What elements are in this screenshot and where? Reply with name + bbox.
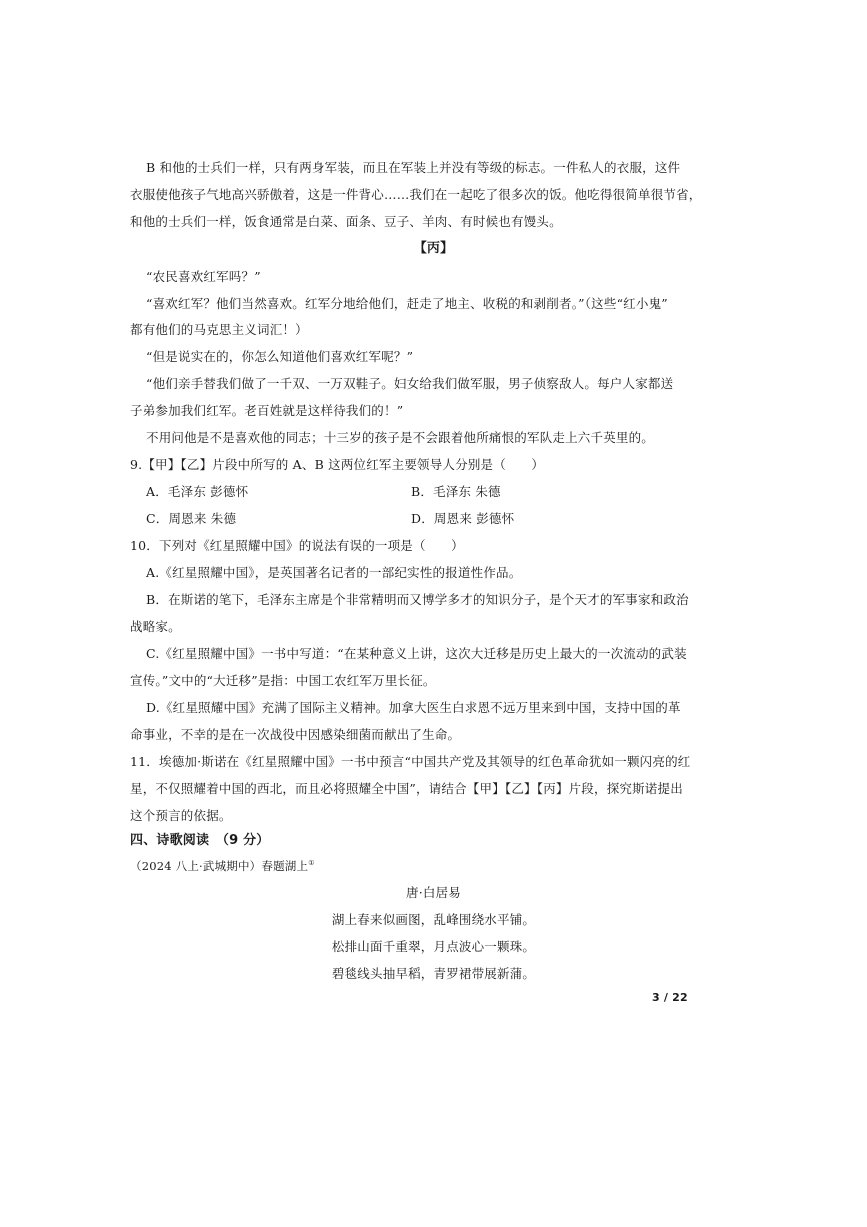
poem-source — [130, 857, 315, 875]
passage-bing-line-7: 不用问他是不是喜欢他的同志；十三岁的孩子是不会跟着他所痛恨的军队走上六千英里的。 — [146, 430, 655, 445]
question-9-option-c: C．周恩来 朱德 — [146, 511, 237, 526]
poem-line-1: 湖上春来似画图，乱峰围绕水平铺。 — [331, 912, 536, 927]
question-10-option-a: A.《红星照耀中国》，是英国著名记者的一部纪实性的报道性作品。 — [146, 565, 522, 580]
passage-bing-line-5: “他们亲手替我们做了一千双、一万双鞋子。妇女给我们做军服，男子侦察敌人。每户人家都送 — [146, 376, 674, 391]
passage-bing-title: 【丙】 — [413, 241, 454, 256]
passage-bing-line-4: “但是说实在的，你怎么知道他们喜欢红军呢？” — [146, 349, 414, 364]
question-10-option-c-line-1: C.《红星照耀中国》一书中写道：“在某种意义上讲，这次大迁移是历史上最大的一次流动的武装 — [146, 646, 687, 661]
question-9-stem: 9.【甲】【乙】片段中所写的 A、B 这两位红军主要领导人分别是（ ） — [130, 457, 545, 472]
poem-author: 唐·白居易 — [406, 885, 461, 900]
passage-bing-line-1: “农民喜欢红军吗？” — [146, 269, 261, 284]
question-10-option-c-line-2: 宣传。”文中的“大迁移”是指：中国工农红军万里长征。 — [130, 673, 436, 688]
footnote-marker: ① — [308, 859, 315, 868]
question-11-line-2: 星，不仅照耀着中国的西北，而且必将照耀全中国”，请结合【甲】【乙】【丙】片段，探究斯诺提出 — [130, 781, 683, 796]
poem-line-2: 松排山面千重翠，月点波心一颗珠。 — [331, 939, 536, 954]
passage-yi-line-1: B 和他的士兵们一样，只有两身军装，而且在军装上并没有等级的标志。一件私人的衣服，这件 — [146, 160, 681, 175]
passage-yi-line-2: 衣服使他孩子气地高兴骄傲着，这是一件背心……我们在一起吃了很多次的饭。他吃得很简单很节省， — [130, 187, 702, 202]
page-number: 3 / 22 — [652, 991, 688, 1004]
passage-bing-line-3: 都有他们的马克思主义词汇！） — [130, 322, 308, 337]
section-4-heading: 四、诗歌阅读 （9 分） — [130, 833, 270, 848]
question-11-line-3: 这个预言的依据。 — [130, 808, 232, 823]
question-9-option-a: A．毛泽东 彭德怀 — [146, 484, 249, 499]
question-9-option-d: D．周恩来 彭德怀 — [411, 511, 515, 526]
poem-source-text: （2024 八上·武城期中）春题湖上 — [130, 859, 309, 873]
passage-bing-line-6: 子弟参加我们红军。老百姓就是这样待我们的！” — [130, 403, 404, 418]
question-10-option-d-line-1: D.《红星照耀中国》充满了国际主义精神。加拿大医生白求恩不远万里来到中国，支持中国的革 — [146, 700, 681, 715]
question-11-line-1: 11．埃德加·斯诺在《红星照耀中国》一书中预言“中国共产党及其领导的红色革命犹如一颗闪亮的红 — [130, 754, 691, 769]
question-10-stem: 10．下列对《红星照耀中国》的说法有误的一项是（ ） — [130, 538, 464, 553]
passage-yi-line-3: 和他的士兵们一样，饭食通常是白菜、面条、豆子、羊肉、有时候也有馒头。 — [130, 214, 562, 229]
poem-line-3: 碧毯线头抽早稻，青罗裙带展新蒲。 — [331, 966, 536, 981]
question-10-option-d-line-2: 命事业，不幸的是在一次战役中因感染细菌而献出了生命。 — [130, 727, 461, 742]
passage-bing-line-2: “喜欢红军？他们当然喜欢。红军分地给他们，赶走了地主、收税的和剥削者。”（这些“红小鬼” — [146, 296, 668, 311]
question-9-option-b: B．毛泽东 朱德 — [411, 484, 501, 499]
question-10-option-b-line-2: 战略家。 — [130, 619, 181, 634]
question-10-option-b-line-1: B．在斯诺的笔下，毛泽东主席是个非常精明而又博学多才的知识分子，是个天才的军事家和政治 — [146, 592, 689, 607]
